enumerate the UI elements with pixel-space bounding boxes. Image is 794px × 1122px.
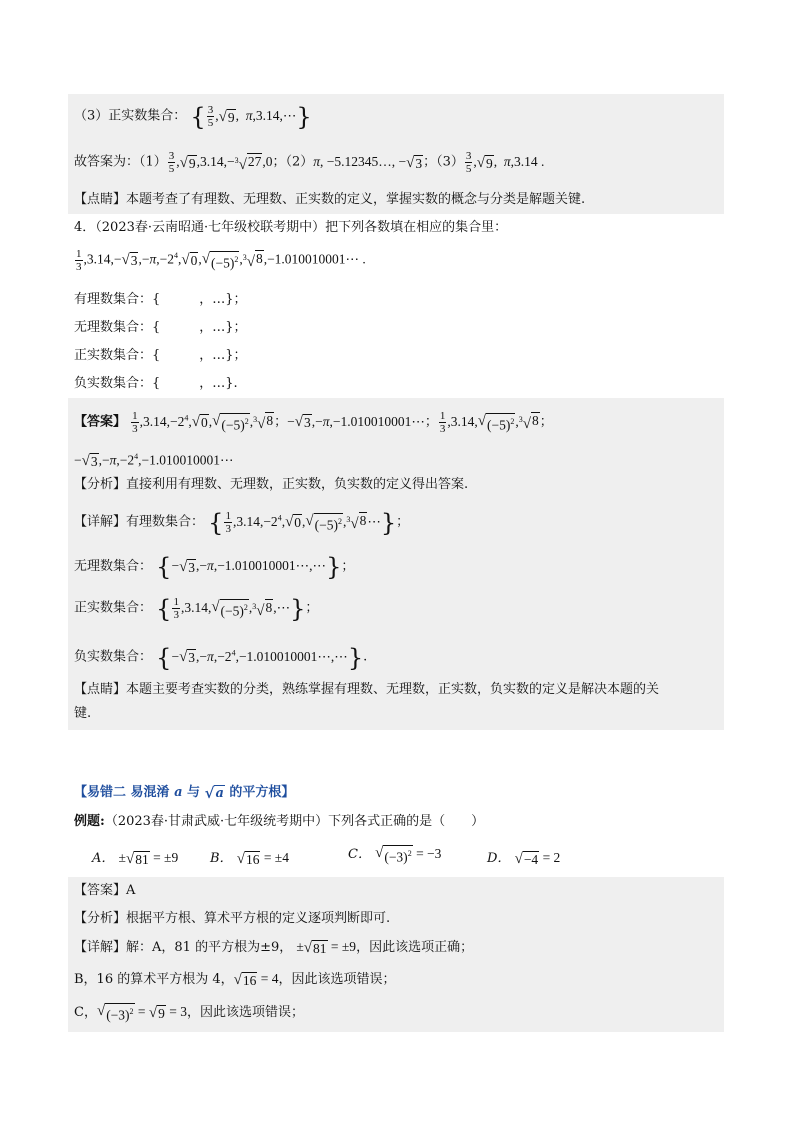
q4-answer-line-1: 【答案】 $\frac{1}{3}$ $,3.14,-2^4$, √ 0 , √ $(-5)^2$ , $^3$√ 8 ；− √ 3 ,−π,−1.010010001⋯； $\frac{1}{3}$ ,3.14, √ $(-5)^2$ , $^3$√ 8 ；	[74, 409, 553, 435]
q4-set-negative: 负实数集合：{ ，…}.	[74, 376, 238, 391]
q4-detail-positive: 正实数集合： { $\frac{1}{3}$ ,3.14, √ $(-5)^2$ , $^3$√ 8 ,⋯}；	[74, 594, 319, 623]
section-title-sqrt: √ a	[204, 783, 224, 802]
option-d	[487, 847, 560, 867]
example-stem-text: （2023春·甘肃武威·七年级统考期中）下列各式正确的是（ ）	[104, 814, 485, 829]
detail-c-text: C，	[74, 1005, 97, 1020]
option-d-letter: D．	[487, 851, 511, 866]
example-detail-b	[74, 969, 396, 990]
option-b	[210, 847, 289, 867]
example-answer: 【答案】A	[74, 883, 136, 898]
section-title-suffix: 的平方根】	[229, 785, 295, 800]
detail-b-expr: √ 16 = 4	[233, 971, 279, 988]
q4-detail-irrational: 无理数集合： {− √ 3 ,−π,−1.010010001⋯,⋯}；	[74, 553, 355, 581]
set3-label: （3）正实数集合：	[74, 108, 187, 124]
q4-answer-positive: $\frac{1}{3}$ ,3.14, √ $(-5)^2$ , $^3$√ 8	[439, 409, 539, 435]
q4-answer-rational: $\frac{1}{3}$ $,3.14,-2^4$, √ 0 , √ $(-5)^2$ , $^3$√ 8	[132, 409, 274, 435]
q4-negative-label: 负实数集合：	[74, 649, 153, 665]
q4-detail-rational: 【详解】有理数集合： { $\frac{1}{3}$ $,3.14,-2^4$, √ 0 , √ $(-5)^2$ , $^3$√ 8 ⋯}；	[74, 508, 410, 537]
q4-comment-line-2: 键.	[74, 706, 92, 721]
section-title-mid: 与	[187, 785, 201, 800]
example-label: 例题:	[74, 814, 105, 829]
option-c-expr: √ $(-3)^2$ = −3	[375, 845, 442, 865]
comment-1: 【点睛】本题考查了有理数、无理数、正实数的定义，掌握实数的概念与分类是解题关键.	[74, 192, 586, 207]
q4-detail-rational-set: { $\frac{1}{3}$ $,3.14,-2^4$, √ 0 , √ $(-5)^2$ , $^3$√ 8 ⋯}	[208, 508, 397, 537]
detail-b-conclusion: ，因此该选项错误；	[278, 972, 396, 987]
set3-line	[74, 104, 312, 129]
option-c-letter: C．	[348, 847, 371, 862]
answer-3: $\frac{3}{5}$ , √ 9 , π,3.14 .	[465, 150, 545, 175]
option-a-expr: ± √ 81 = ±9	[118, 850, 179, 867]
q4-detail-label: 【详解】有理数集合：	[74, 514, 205, 530]
detail-a-conclusion: ，因此该选项正确；	[356, 940, 474, 955]
detail-c-expr: √ $(-3)^2$ = √ 9 = 3	[96, 1003, 188, 1023]
q4-set-positive: 正实数集合：{ ，…}；	[74, 348, 247, 363]
answer-label: 故答案为：（1）	[74, 154, 167, 170]
option-b-letter: B．	[210, 851, 233, 866]
q4-numbers: $\frac{1}{3}$ ,3.14,− √ 3 $,-\pi,-2^4$, √ 0 , √ $(-5)^2$ , $^3$√ 8 ,−1.010010001⋯ .	[76, 247, 366, 273]
answer-line-1	[74, 150, 544, 175]
q4-stem: 4．（2023春·云南昭通·七年级校联考期中）把下列各数填在相应的集合里：	[74, 220, 508, 235]
section-title	[74, 781, 294, 801]
section-title-prefix: 【易错二 易混淆	[74, 785, 170, 800]
q4-answer-label: 【答案】	[74, 414, 127, 430]
answer-2-label: ；（2）	[272, 154, 314, 170]
answer-1: $\frac{3}{5}$ , √ 9 ,3.14,− $^3$√ 27 ,0	[168, 150, 273, 175]
option-b-expr: √ 16 = ±4	[236, 850, 289, 867]
q4-irrational-set: {− √ 3 ,−π,−1.010010001⋯,⋯}	[156, 553, 342, 581]
detail-a-text: 【详解】解：A，81 的平方根为±9，	[74, 940, 293, 955]
q4-comment-line-1: 【点睛】本题主要考查实数的分类，熟练掌握有理数、无理数，正实数，负实数的定义是解决本题的关	[74, 682, 660, 697]
option-d-expr: √ −4 = 2	[514, 850, 561, 867]
option-a-letter: A．	[92, 851, 115, 866]
q4-answer-irrational: − √ 3 ,−π,−1.010010001⋯	[287, 413, 425, 431]
answer-2: π, −5.12345…, − √ 3	[313, 153, 423, 171]
q4-irrational-label: 无理数集合：	[74, 559, 153, 575]
example-detail-a	[74, 937, 473, 958]
detail-c-conclusion: ，因此该选项错误；	[187, 1005, 305, 1020]
option-c	[348, 843, 441, 865]
q4-detail-negative: 负实数集合： {− √ 3 $,-\pi,-2^4,-1.010010001\cdots,\cdots$}.	[74, 643, 368, 672]
q4-set-rational: 有理数集合：{ ，…}；	[74, 292, 247, 307]
example-detail-c	[74, 1002, 304, 1023]
q4-analysis: 【分析】直接利用有理数、无理数，正实数，负实数的定义得出答案.	[74, 477, 469, 492]
answer-3-label: ；（3）	[423, 154, 464, 170]
q4-set-irrational: 无理数集合：{ ，…}；	[74, 320, 247, 335]
detail-b-text: B，16 的算术平方根为 4，	[74, 972, 234, 987]
set3-expression: { $\frac{3}{5}$ , √ 9 , π,3.14,⋯}	[190, 102, 312, 131]
q4-positive-set: { $\frac{1}{3}$ ,3.14, √ $(-5)^2$ , $^3$√ 8 ,⋯}	[156, 594, 306, 623]
example-analysis: 【分析】根据平方根、算术平方根的定义逐项判断即可.	[74, 911, 391, 926]
section-title-a: a	[174, 785, 183, 800]
q4-negative-set: {− √ 3 $,-\pi,-2^4,-1.010010001\cdots,\cdots$}	[156, 643, 364, 672]
example-stem	[74, 812, 484, 832]
q4-positive-label: 正实数集合：	[74, 600, 153, 616]
q4-answer-negative: − √ 3 $,-\pi,-2^4,-1.010010001\cdots$	[74, 452, 234, 470]
detail-a-expr: ± √ 81 = ±9	[296, 939, 357, 956]
option-a	[92, 847, 178, 867]
